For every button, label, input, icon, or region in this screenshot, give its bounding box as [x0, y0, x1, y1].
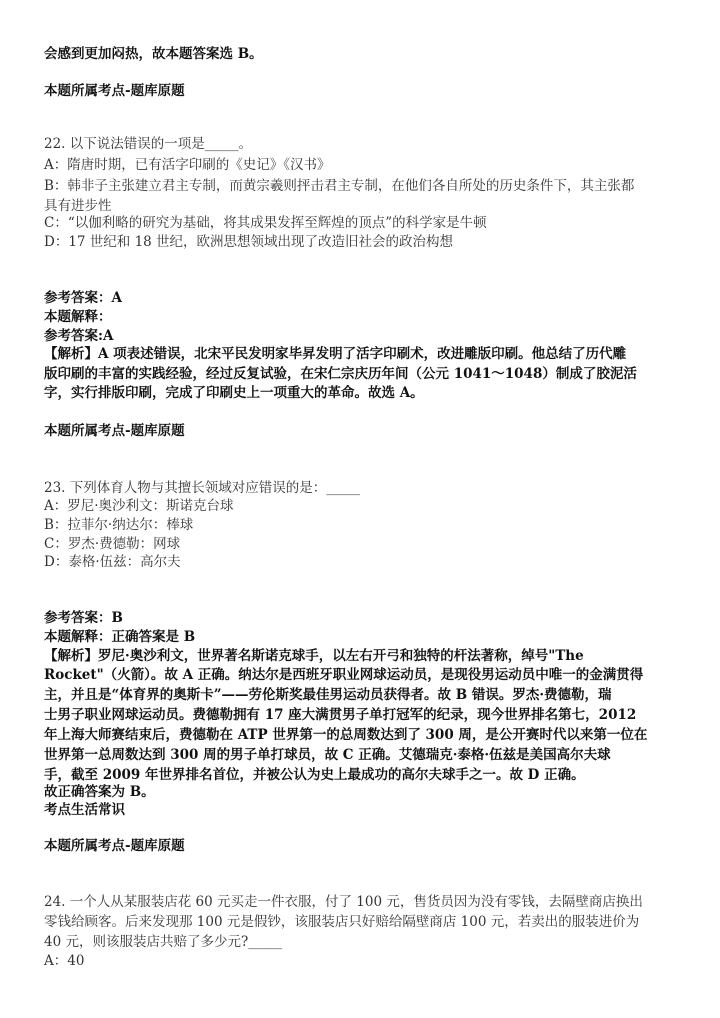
question-23-analysis-7: 手，截至 2009 年世界排名首位，并被公认为史上最成功的高尔夫球手之一。故 D 正确。 [44, 767, 585, 783]
question-22-answer-2: 参考答案:A [44, 328, 114, 344]
question-23-analysis-2: Rocket"（火箭）。故 A 正确。纳达尔是西班牙职业网球运动员，是现役男运动员中唯一的金满贯得 [44, 667, 644, 683]
question-22-source: 本题所属考点-题库原题 [44, 423, 185, 439]
question-23-explain: 本题解释：正确答案是 B [44, 629, 196, 645]
question-22-answer: 参考答案：A [44, 290, 122, 306]
question-23-analysis-4: 士男子职业网球运动员。费德勒拥有 17 座大满贯男子单打冠军的纪录，现今世界排名第七，2012 [44, 707, 637, 723]
question-22-option-a: A：隋唐时期，已有活字印刷的《史记》《汉书》 [44, 157, 331, 173]
question-22-option-b: B：韩非子主张建立君主专制，而黄宗羲则抨击君主专制，在他们各自所处的历史条件下，其主张都 [44, 178, 635, 194]
question-24-stem-3: 40 元，则该服装店共赔了多少元?_____ [44, 934, 282, 950]
question-23-analysis-6: 世界第一总周数达到 300 周的男子单打球员，故 C 正确。艾德瑞克·泰格·伍兹是美国高尔夫球 [44, 747, 611, 763]
question-22-option-b-cont: 具有进步性 [44, 198, 112, 214]
question-23-stem: 23. 下列体育人物与其擅长领域对应错误的是：_____ [44, 480, 361, 496]
question-22-option-c: C：“以伽利略的研究为基础，将其成果发挥至辉煌的顶点”的科学家是牛顿 [44, 215, 487, 231]
question-23-option-c: C：罗杰·费德勒：网球 [44, 536, 181, 552]
question-24-option-a: A：40 [44, 953, 85, 969]
question-22-analysis-2: 版印刷的丰富的实践经验，经过反复试验，在宋仁宗庆历年间（公元 1041～1048）制成了胶泥活 [44, 366, 637, 382]
source-label: 本题所属考点-题库原题 [44, 83, 185, 99]
question-23-option-a: A：罗尼·奥沙利文：斯诺克台球 [44, 498, 234, 514]
question-23-analysis-1: 【解析】罗尼·奥沙利文，世界著名斯诺克球手，以左右开弓和独特的杆法著称，绰号"The [44, 648, 584, 664]
question-23-analysis-5: 年上海大师赛结束后，费德勒在 ATP 世界第一的总周数达到了 300 周，是公开赛时代以来第一位在 [44, 727, 648, 743]
question-23-analysis-3: 主，并且是“体育界的奥斯卡”——劳伦斯奖最佳男运动员获得者。故 B 错误。罗杰·费德勒，瑞 [44, 687, 612, 703]
question-22-analysis-3: 字，实行排版印刷，完成了印刷史上一项重大的革命。故选 A。 [44, 385, 424, 401]
question-23-point: 考点生活常识 [44, 802, 125, 818]
question-23-analysis-8: 故正确答案为 B。 [44, 784, 155, 800]
question-23-answer: 参考答案：B [44, 610, 123, 626]
question-23-option-b: B：拉菲尔·纳达尔：棒球 [44, 517, 194, 533]
question-22-explain-label: 本题解释： [44, 309, 112, 325]
question-24-stem-1: 24. 一个人从某服装店花 60 元买走一件衣服，付了 100 元，售货员因为没有零钱，去隔壁商店换出 [44, 894, 643, 910]
question-23-source: 本题所属考点-题库原题 [44, 838, 185, 854]
question-22-analysis-1: 【解析】A 项表述错误，北宋平民发明家毕昇发明了活字印刷术，改进雕版印刷。他总结了历代雕 [44, 346, 627, 362]
question-22-option-d: D：17 世纪和 18 世纪，欧洲思想领域出现了改造旧社会的政治构想 [44, 234, 454, 250]
intro-line: 会感到更加闷热，故本题答案选 B。 [44, 46, 263, 62]
question-23-option-d: D：泰格·伍兹：高尔夫 [44, 554, 181, 570]
question-24-stem-2: 零钱给顾客。后来发现那 100 元是假钞，该服装店只好赔给隔壁商店 100 元，若卖出的服装进价为 [44, 914, 640, 930]
question-22-stem: 22. 以下说法错误的一项是_____。 [44, 136, 253, 152]
